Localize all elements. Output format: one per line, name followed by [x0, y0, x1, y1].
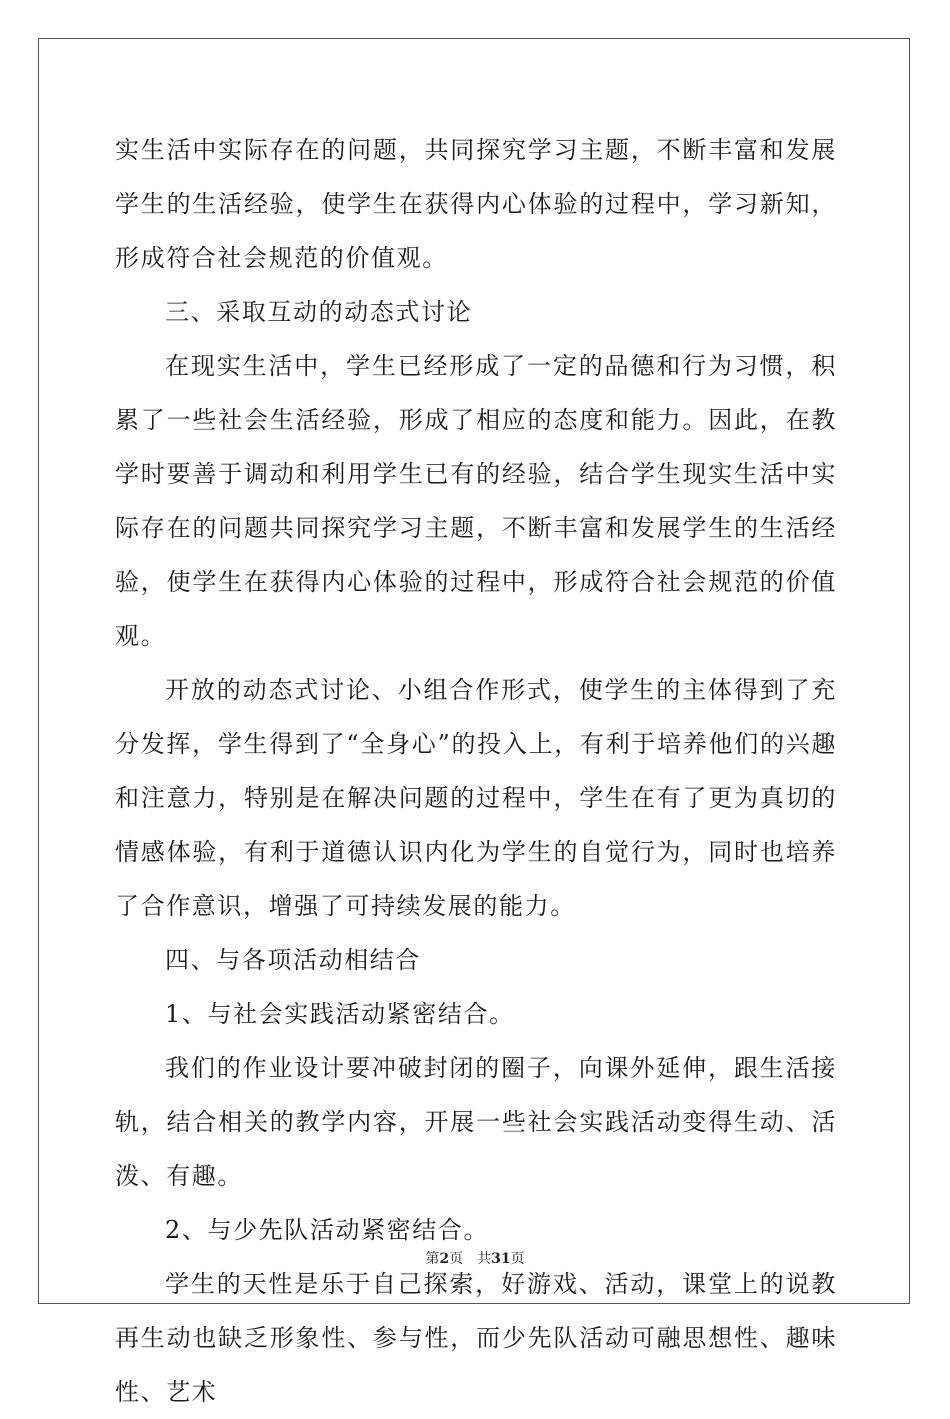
- page-footer: [0, 1248, 950, 1268]
- total-suffix: 页: [510, 1251, 525, 1267]
- paragraph: 开放的动态式讨论、小组合作形式，使学生的主体得到了充分发挥，学生得到了“全身心”的投入上，有利于培养他们的兴趣和注意力，特别是在解决问题的过程中，学生在有了更为真切的情感体验，有利于道德认识内化为学生的自觉行为，同时也培养了合作意识，增强了可持续发展的能力。: [115, 676, 837, 920]
- page-suffix: 页: [449, 1251, 464, 1267]
- total-prefix: 共: [477, 1251, 492, 1267]
- paragraph: 我们的作业设计要冲破封闭的圈子，向课外延伸，跟生活接轨，结合相关的教学内容，开展一些社会实践活动变得生动、活泼、有趣。: [115, 1054, 837, 1190]
- page-total: 31: [491, 1251, 511, 1267]
- subsection-heading-1: 1、与社会实践活动紧密结合。: [165, 1000, 515, 1028]
- document-body: [115, 123, 837, 1419]
- page-current: 2: [439, 1251, 450, 1267]
- paragraph: 学生的天性是乐于自己探索，好游戏、活动，课堂上的说教再生动也缺乏形象性、参与性，而少先队活动可融思想性、趣味性、艺术: [115, 1270, 837, 1406]
- section-heading-3: 三、采取互动的动态式讨论: [165, 298, 473, 326]
- subsection-heading-2: 2、与少先队活动紧密结合。: [165, 1216, 490, 1244]
- section-heading-4: 四、与各项活动相结合: [165, 946, 421, 974]
- paragraph-continued: 实生活中实际存在的问题，共同探究学习主题，不断丰富和发展学生的生活经验，使学生在获得内心体验的过程中，学习新知，形成符合社会规范的价值观。: [115, 136, 837, 272]
- page-prefix: 第: [425, 1251, 440, 1267]
- paragraph: 在现实生活中，学生已经形成了一定的品德和行为习惯，积累了一些社会生活经验，形成了相应的态度和能力。因此，在教学时要善于调动和利用学生已有的经验，结合学生现实生活中实际存在的问题共同探究学习主题，不断丰富和发展学生的生活经验，使学生在获得内心体验的过程中，形成符合社会规范的价值观。: [115, 352, 837, 650]
